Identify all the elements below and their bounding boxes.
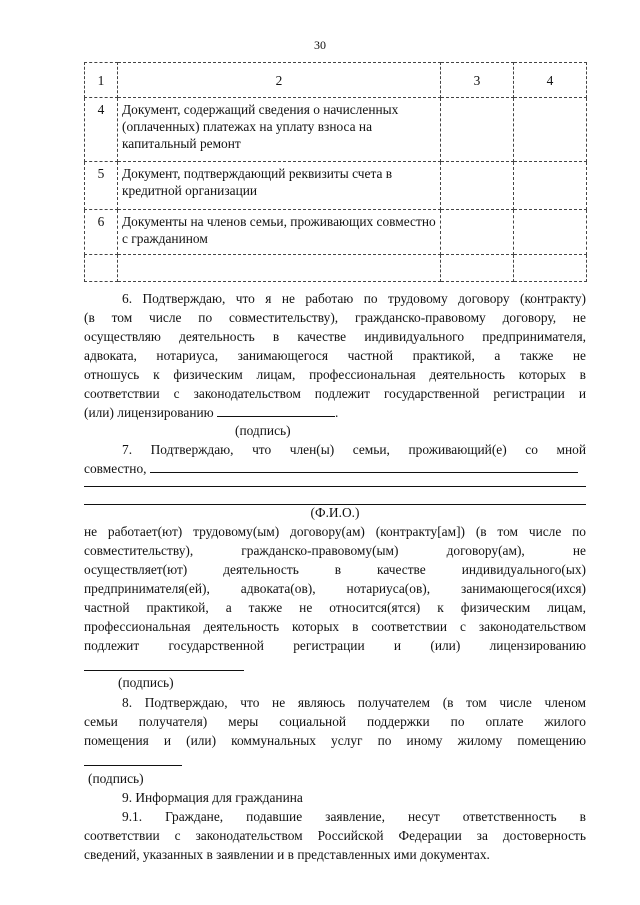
- empty-cell: [514, 162, 587, 210]
- fio-blank: [150, 460, 578, 473]
- section7-line: предпринимателя(ей), адвоката(ов), нотариуса(ов), занимающегося(ихся): [84, 581, 586, 596]
- section7-line: профессиональная деятельность которых в соответствии с законодательством: [84, 619, 586, 634]
- header-cell: 1: [85, 63, 118, 98]
- header-cell: 4: [514, 63, 587, 98]
- section7-line2-text: совместно,: [84, 461, 147, 476]
- section9-last-line: сведений, указанных в заявлении и в представленных ими документах.: [84, 847, 490, 862]
- signature-line: [84, 670, 244, 671]
- section8-signature-label: (подпись): [88, 771, 144, 786]
- documents-table: [84, 62, 587, 282]
- row-text: Документы на членов семьи, проживающих совместно с гражданином: [118, 210, 441, 255]
- table-row: [85, 162, 587, 210]
- empty-cell: [118, 255, 441, 282]
- fio-label: (Ф.И.О.): [310, 505, 360, 520]
- page-number: 30: [314, 38, 326, 52]
- section7-signature-label: (подпись): [118, 675, 174, 690]
- row-text: Документ, подтверждающий реквизиты счета в кредитной организации: [118, 162, 441, 210]
- empty-cell: [85, 255, 118, 282]
- section8-line: семьи получателя) меры социальной поддержки по оплате жилого: [84, 714, 586, 729]
- row-number: 6: [85, 210, 118, 255]
- section7-line: подлежит государственной регистрации и (или) лицензированию: [84, 638, 586, 653]
- section7-line: 7. Подтверждаю, что член(ы) семьи, проживающий(е) со мной: [122, 442, 586, 457]
- table-row: [85, 210, 587, 255]
- empty-cell: [441, 255, 514, 282]
- table-header-row: [85, 63, 587, 98]
- section6-line: (в том числе по совместительству), гражданско-правовому договору, не: [84, 310, 586, 325]
- section9-title: 9. Информация для гражданина: [122, 790, 303, 805]
- empty-cell: [514, 210, 587, 255]
- empty-cell: [441, 210, 514, 255]
- section7-line: осуществляет(ют) деятельность в качестве индивидуального(ых): [84, 562, 586, 577]
- section7-line: частной практикой, а также не относится(ятся) к физическим лицам,: [84, 600, 586, 615]
- header-cell: 2: [118, 63, 441, 98]
- fio-line: [84, 486, 586, 487]
- section9-line: соответствии с законодательством Российской Федерации за достоверность: [84, 828, 586, 843]
- empty-cell: [514, 255, 587, 282]
- section7-line: совместительству), гражданско-правовому(ым) договору(ам), не: [84, 543, 586, 558]
- row-text: Документ, содержащий сведения о начисленных (оплаченных) платежах на уплату взноса на капитальный ремонт: [118, 98, 441, 162]
- section9-line: 9.1. Граждане, подавшие заявление, несут ответственность в: [122, 809, 586, 824]
- section6-line: адвоката, нотариуса, занимающегося частной практикой, а также не: [84, 348, 586, 363]
- signature-blank: [217, 404, 335, 417]
- row-number: 4: [85, 98, 118, 162]
- section6-line: осуществляю деятельность в качестве индивидуального предпринимателя,: [84, 329, 586, 344]
- section6-line: соответствии с законодательством подлежит государственной регистрации и: [84, 386, 586, 401]
- section6-signature-label: (подпись): [235, 423, 291, 438]
- header-cell: 3: [441, 63, 514, 98]
- section6-line: 6. Подтверждаю, что я не работаю по трудовому договору (контракту): [122, 291, 586, 306]
- section7-line: не работает(ют) трудовому(ым) договору(ам) (контракту[ам]) (в том числе по: [84, 524, 586, 539]
- section8-line: 8. Подтверждаю, что не являюсь получателем (в том числе членом: [122, 695, 586, 710]
- empty-cell: [514, 98, 587, 162]
- empty-cell: [441, 162, 514, 210]
- section7-line2: [84, 460, 586, 477]
- signature-line: [84, 765, 182, 766]
- table-row: [85, 98, 587, 162]
- row-number: 5: [85, 162, 118, 210]
- section8-line: помещения и (или) коммунальных услуг по иному жилому помещению: [84, 733, 586, 748]
- section6-line: отношусь к физическим лицам, профессиональная деятельность которых в: [84, 367, 586, 382]
- section6-last-text: (или) лицензированию: [84, 405, 214, 420]
- section6-last-line: (или) лицензированию .: [84, 405, 339, 420]
- empty-cell: [441, 98, 514, 162]
- table-row-empty: [85, 255, 587, 282]
